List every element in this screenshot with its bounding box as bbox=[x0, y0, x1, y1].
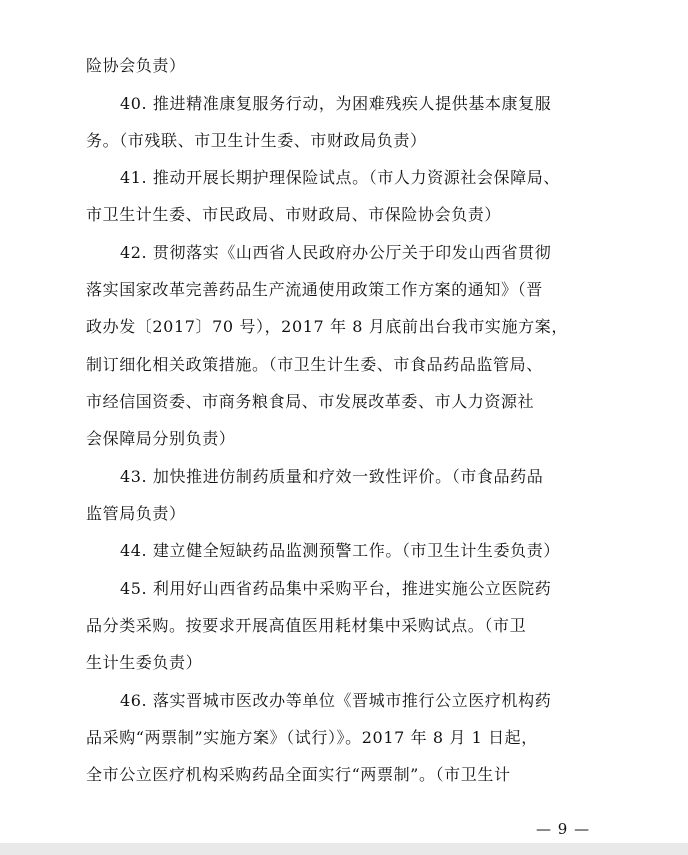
text-line-15: 45. 利用好山西省药品集中采购平台，推进实施公立医院药 bbox=[120, 579, 552, 598]
text-line-8: 政办发〔2017〕70 号），2017 年 8 月底前出台我市实施方案， bbox=[86, 317, 568, 336]
text-line-18: 46. 落实晋城市医改办等单位《晋城市推行公立医疗机构药 bbox=[120, 691, 552, 710]
text-line-4: 41. 推动开展长期护理保险试点。（市人力资源社会保障局、 bbox=[120, 168, 560, 187]
text-line-20: 全市公立医疗机构采购药品全面实行“两票制”。（市卫生计 bbox=[86, 765, 511, 784]
text-line-9: 制订细化相关政策措施。（市卫生计生委、市食品药品监管局、 bbox=[86, 355, 543, 374]
text-line-6: 42. 贯彻落实《山西省人民政府办公厅关于印发山西省贯彻 bbox=[120, 243, 552, 262]
page-number: — 9 — bbox=[536, 820, 591, 838]
text-line-16: 品分类采购。按要求开展高值医用耗材集中采购试点。（市卫 bbox=[86, 616, 527, 635]
page-bottom-strip bbox=[0, 843, 688, 855]
text-line-2: 40. 推进精准康复服务行动，为困难残疾人提供基本康复服 bbox=[120, 94, 552, 113]
text-line-14: 44. 建立健全短缺药品监测预警工作。（市卫生计生委负责） bbox=[120, 541, 560, 560]
text-line-3: 务。（市残联、市卫生计生委、市财政局负责） bbox=[86, 131, 427, 150]
text-line-5: 市卫生计生委、市民政局、市财政局、市保险协会负责） bbox=[86, 205, 502, 224]
text-line-7: 落实国家改革完善药品生产流通使用政策工作方案的通知》（晋 bbox=[86, 280, 543, 299]
text-line-13: 监管局负责） bbox=[86, 504, 186, 523]
text-line-11: 会保障局分别负责） bbox=[86, 429, 236, 448]
text-line-10: 市经信国资委、市商务粮食局、市发展改革委、市人力资源社 bbox=[86, 392, 535, 411]
text-line-1: 险协会负责） bbox=[86, 56, 186, 75]
text-line-17: 生计生委负责） bbox=[86, 653, 203, 672]
text-line-12: 43. 加快推进仿制药质量和疗效一致性评价。（市食品药品 bbox=[120, 467, 544, 486]
text-line-19: 品采购“两票制”实施方案》（试行）》。2017 年 8 月 1 日起， bbox=[86, 728, 538, 747]
